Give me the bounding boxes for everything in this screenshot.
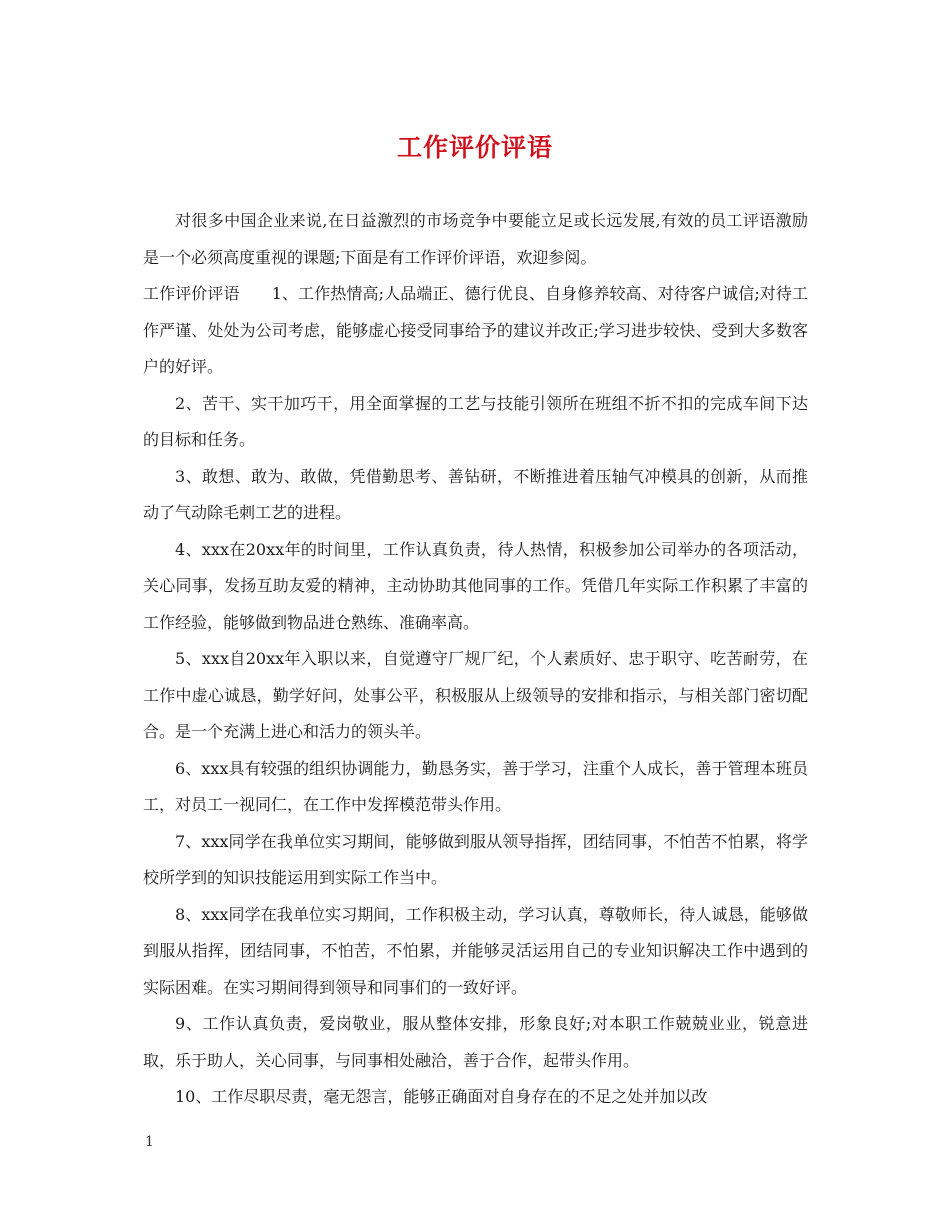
paragraph-item-9: 9、工作认真负责，爱岗敬业，服从整体安排，形象良好;对本职工作兢兢业业，锐意进取，乐于助人，关心同事，与同事相处融洽，善于合作，起带头作用。	[143, 1014, 808, 1070]
paragraph-item-3: 3、敢想、敢为、敢做，凭借勤思考、善钻研，不断推进着压轴气冲模具的创新，从而推动了气动除毛刺工艺的进程。	[143, 466, 808, 522]
paragraph-item-7: 7、xxx同学在我单位实习期间，能够做到服从领导指挥，团结同事，不怕苦不怕累，将学校所学到的知识技能运用到实际工作当中。	[143, 831, 808, 887]
page-number: 1	[145, 1134, 154, 1150]
paragraph-item-4: 4、xxx在20xx年的时间里，工作认真负责，待人热情，积极参加公司举办的各项活动，关心同事，发扬互助友爱的精神，主动协助其他同事的工作。凭借几年实际工作积累了丰富的工作经验，能够做到物品进仓熟练、准确率高。	[143, 539, 808, 632]
paragraph-item-10: 10、工作尽职尽责，毫无怨言，能够正确面对自身存在的不足之处并加以改	[175, 1087, 708, 1106]
paragraph-item-1: 工作评价评语 1、工作热情高;人品端正、德行优良、自身修养较高、对待客户诚信;对待工作严谨、处处为公司考虑，能够虚心接受同事给予的建议并改正;学习进步较快、受到大多数客户的好评。	[143, 284, 808, 376]
document-body	[143, 203, 808, 1116]
paragraph-item-5: 5、xxx自20xx年入职以来，自觉遵守厂规厂纪，个人素质好、忠于职守、吃苦耐劳，在工作中虚心诚恳，勤学好问，处事公平，积极服从上级领导的安排和指示，与相关部门密切配合。是一个充满上进心和活力的领头羊。	[143, 649, 808, 741]
paragraph-item-6: 6、xxx具有较强的组织协调能力，勤恳务实，善于学习，注重个人成长，善于管理本班员工，对员工一视同仁，在工作中发挥模范带头作用。	[143, 758, 808, 814]
page-title: 工作评价评语	[396, 133, 553, 162]
paragraph-item-2: 2、苦干、实干加巧干，用全面掌握的工艺与技能引领所在班组不折不扣的完成车间下达的目标和任务。	[143, 393, 808, 449]
paragraph-item-8: 8、xxx同学在我单位实习期间，工作积极主动，学习认真，尊敬师长，待人诚恳，能够做到服从指挥，团结同事，不怕苦，不怕累，并能够灵活运用自己的专业知识解决工作中遇到的实际困难。在实习期间得到领导和同事们的一致好评。	[143, 904, 808, 997]
intro-paragraph: 对很多中国企业来说,在日益激烈的市场竞争中要能立足或长远发展,有效的员工评语激励是一个必须高度重视的课题;下面是有工作评价评语，欢迎参阅。	[143, 211, 808, 267]
